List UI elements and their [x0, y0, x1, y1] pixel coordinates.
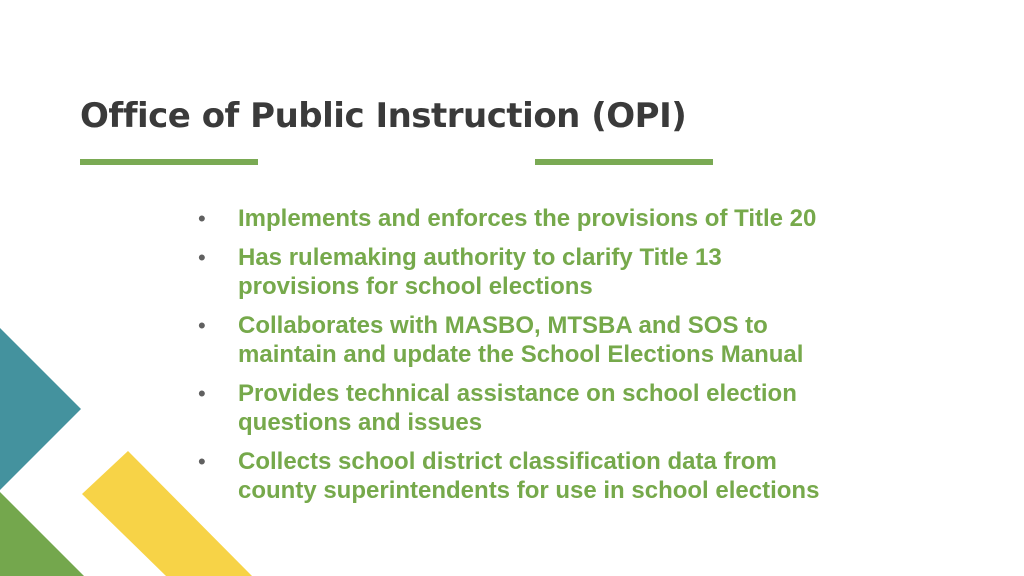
bullet-marker: •: [198, 245, 206, 270]
bullet-marker: •: [198, 206, 206, 231]
bullet-marker: •: [198, 449, 206, 474]
title-underline-right: [535, 159, 713, 165]
bullet-item: [198, 311, 938, 369]
bullet-marker: •: [198, 381, 206, 406]
bullet-text-line: Provides technical assistance on school election: [238, 380, 797, 407]
bullet-text-line: provisions for school elections: [238, 273, 593, 300]
bullet-text-line: Collaborates with MASBO, MTSBA and SOS to: [238, 312, 768, 339]
green-triangle-shape: [0, 492, 84, 576]
bullet-text-line: county superintendents for use in school elections: [238, 477, 820, 504]
bullet-text-line: Collects school district classification data from: [238, 448, 777, 475]
bullet-marker: •: [198, 313, 206, 338]
bullet-item: [198, 447, 938, 505]
bullet-text-line: Has rulemaking authority to clarify Title 13: [238, 244, 722, 271]
teal-triangle-shape: [0, 328, 81, 490]
bullet-text-line: Implements and enforces the provisions of Title 20: [238, 205, 817, 232]
title-underline-left: [80, 159, 258, 165]
bullet-text-line: maintain and update the School Elections Manual: [238, 341, 804, 368]
bullet-item: [198, 243, 938, 301]
bullet-item: [198, 204, 938, 233]
bullet-list: [198, 204, 938, 515]
slide-title: Office of Public Instruction (OPI): [80, 96, 687, 136]
bullet-text-line: questions and issues: [238, 409, 483, 436]
bullet-item: [198, 379, 938, 437]
